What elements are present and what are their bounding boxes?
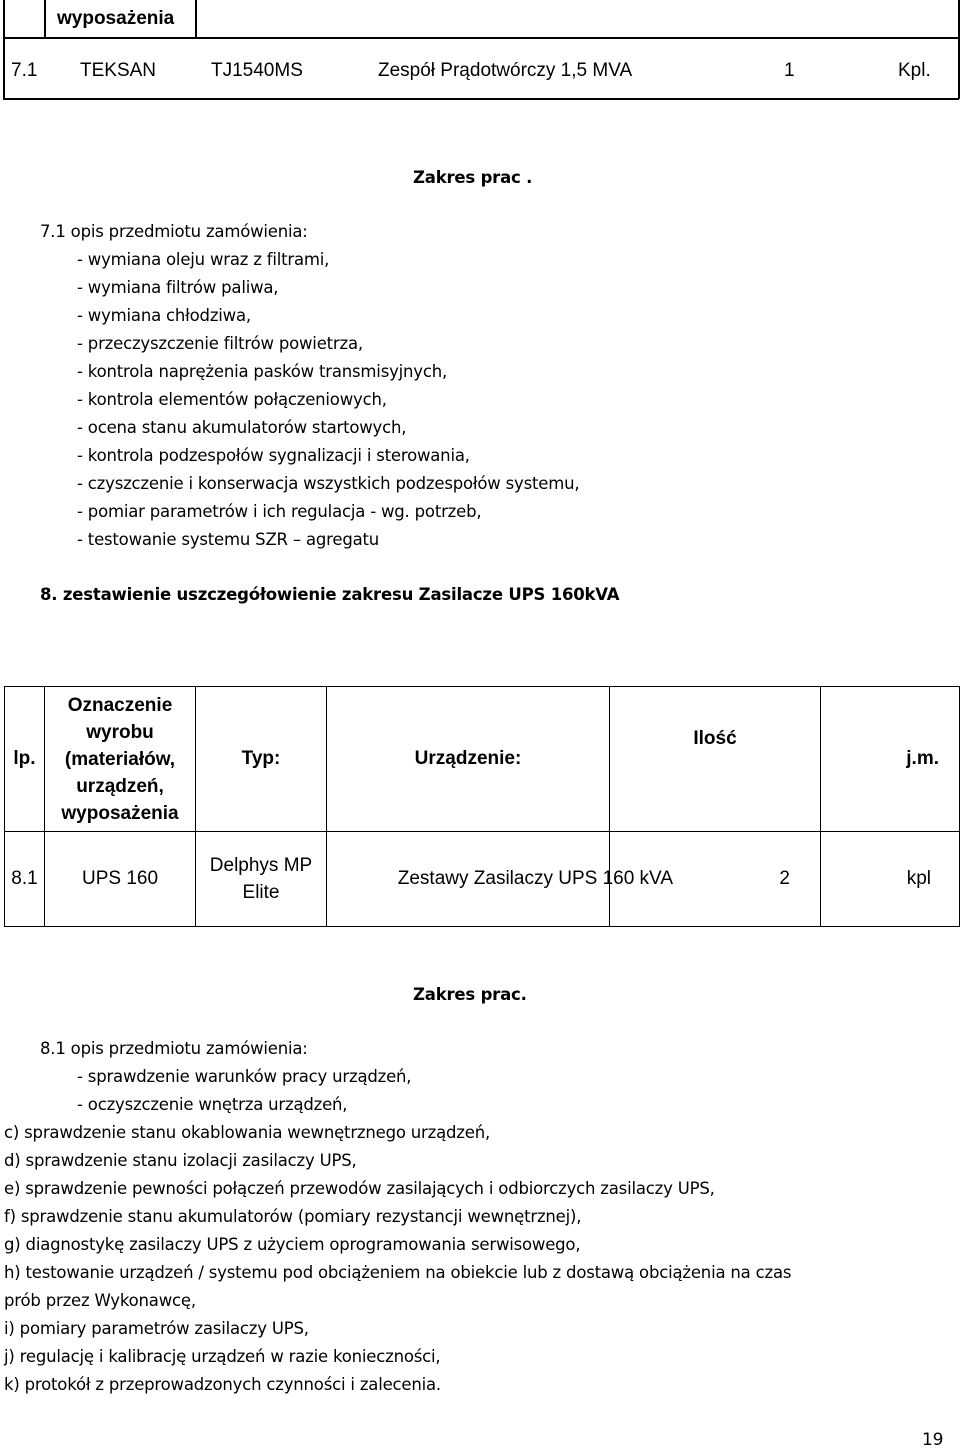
list-item: - wymiana filtrów paliwa, [77,278,279,297]
list-item: i) pomiary parametrów zasilaczy UPS, [4,1319,309,1338]
header-qty [610,687,821,832]
section7-list [40,218,579,554]
list-item: h) testowanie urządzeń / systemu pod obciążeniem na obiekcie lub z dostawą obciążenia na czas [4,1263,792,1282]
header-type: Typ: [196,687,327,832]
cell-type [196,832,327,927]
list-item: - kontrola podzespołów sygnalizacji i sterowania, [77,446,470,465]
list-item: - pomiar parametrów i ich regulacja - wg. potrzeb, [77,502,482,521]
list-item: - kontrola naprężenia pasków transmisyjnych, [77,362,448,381]
header-designation-line: urządzeń, [76,775,164,797]
cell-lp: 8.1 [5,832,45,927]
top-table-fragment [0,0,960,100]
header-device: Urządzenie: [327,687,610,832]
cell-type-line: Elite [242,882,280,903]
section8-list [4,1119,791,1399]
table-border-row [3,37,959,39]
list-item: - oczyszczenie wnętrza urządzeń, [77,1095,348,1114]
row-type: TJ1540MS [211,60,303,81]
list-item: f) sprawdzenie stanu akumulatorów (pomiary rezystancji wewnętrznej), [4,1207,582,1226]
list-item: - czyszczenie i konserwacja wszystkich podzespołów systemu, [77,474,580,493]
table-border-col [195,0,197,38]
table-row [5,832,960,927]
cell-designation: UPS 160 [45,832,196,927]
section8-desc-title: 8.1 opis przedmiotu zamówienia: [40,1039,308,1058]
list-item: - ocena stanu akumulatorów startowych, [77,418,407,437]
header-unit: j.m. [821,687,960,832]
list-item: g) diagnostykę zasilaczy UPS z użyciem oprogramowania serwisowego, [4,1235,581,1254]
table-border-bottom [3,98,959,100]
list-item: k) protokół z przeprowadzonych czynności i zalecenia. [4,1375,441,1394]
list-item: j) regulację i kalibrację urządzeń w razie konieczności, [4,1347,441,1366]
header-designation-line: (materiałów, [64,748,176,770]
header-lp: lp. [5,687,45,832]
section8-desc [40,1035,411,1119]
row-qty: 1 [784,60,795,81]
header-tail-cell: wyposażenia [57,8,175,29]
cell-device [327,832,673,927]
table-header-row [5,687,960,832]
list-item: e) sprawdzenie pewności połączeń przewodów zasilających i odbiorczych zasilaczy UPS, [4,1179,715,1198]
table-border-left [3,0,5,99]
header-designation [45,687,196,832]
cell-qty: 2 [610,832,821,927]
list-item: c) sprawdzenie stanu okablowania wewnętrznego urządzeń, [4,1123,490,1142]
page-number: 19 [922,1430,944,1450]
cell-device-text: Zestawy Zasilaczy UPS 160 kVA [397,868,673,889]
list-item: - wymiana oleju wraz z filtrami, [77,250,330,269]
section8-heading: 8. zestawienie uszczegółowienie zakresu Zasilacze UPS 160kVA [40,585,620,604]
header-designation-line: wyrobu [86,721,154,743]
cell-unit: kpl [821,832,960,927]
ups-table [4,686,960,927]
cell-type-line: Delphys MP [209,855,313,876]
section7-desc-title: 7.1 opis przedmiotu zamówienia: [40,222,308,241]
row-producer: TEKSAN [80,60,157,81]
list-item: - przeczyszczenie filtrów powietrza, [77,334,363,353]
list-item: - wymiana chłodziwa, [77,306,251,325]
row-unit: Kpl. [898,60,931,81]
header-qty-label: Ilość [693,728,737,749]
section8-scope-title: Zakres prac. [413,985,527,1004]
list-item: - kontrola elementów połączeniowych, [77,390,387,409]
list-item: prób przez Wykonawcę, [4,1291,196,1310]
list-item: - testowanie systemu SZR – agregatu [77,530,380,549]
section7-scope-title: Zakres prac . [413,168,533,187]
header-designation-line: wyposażenia [61,802,179,824]
row-device: Zespół Prądotwórczy 1,5 MVA [378,60,633,81]
list-item: d) sprawdzenie stanu izolacji zasilaczy UPS, [4,1151,357,1170]
list-item: - sprawdzenie warunków pracy urządzeń, [77,1067,412,1086]
table-border-right [958,0,960,99]
header-designation-line: Oznaczenie [67,694,173,716]
row-lp: 7.1 [11,60,38,81]
table-border-col [44,0,46,38]
